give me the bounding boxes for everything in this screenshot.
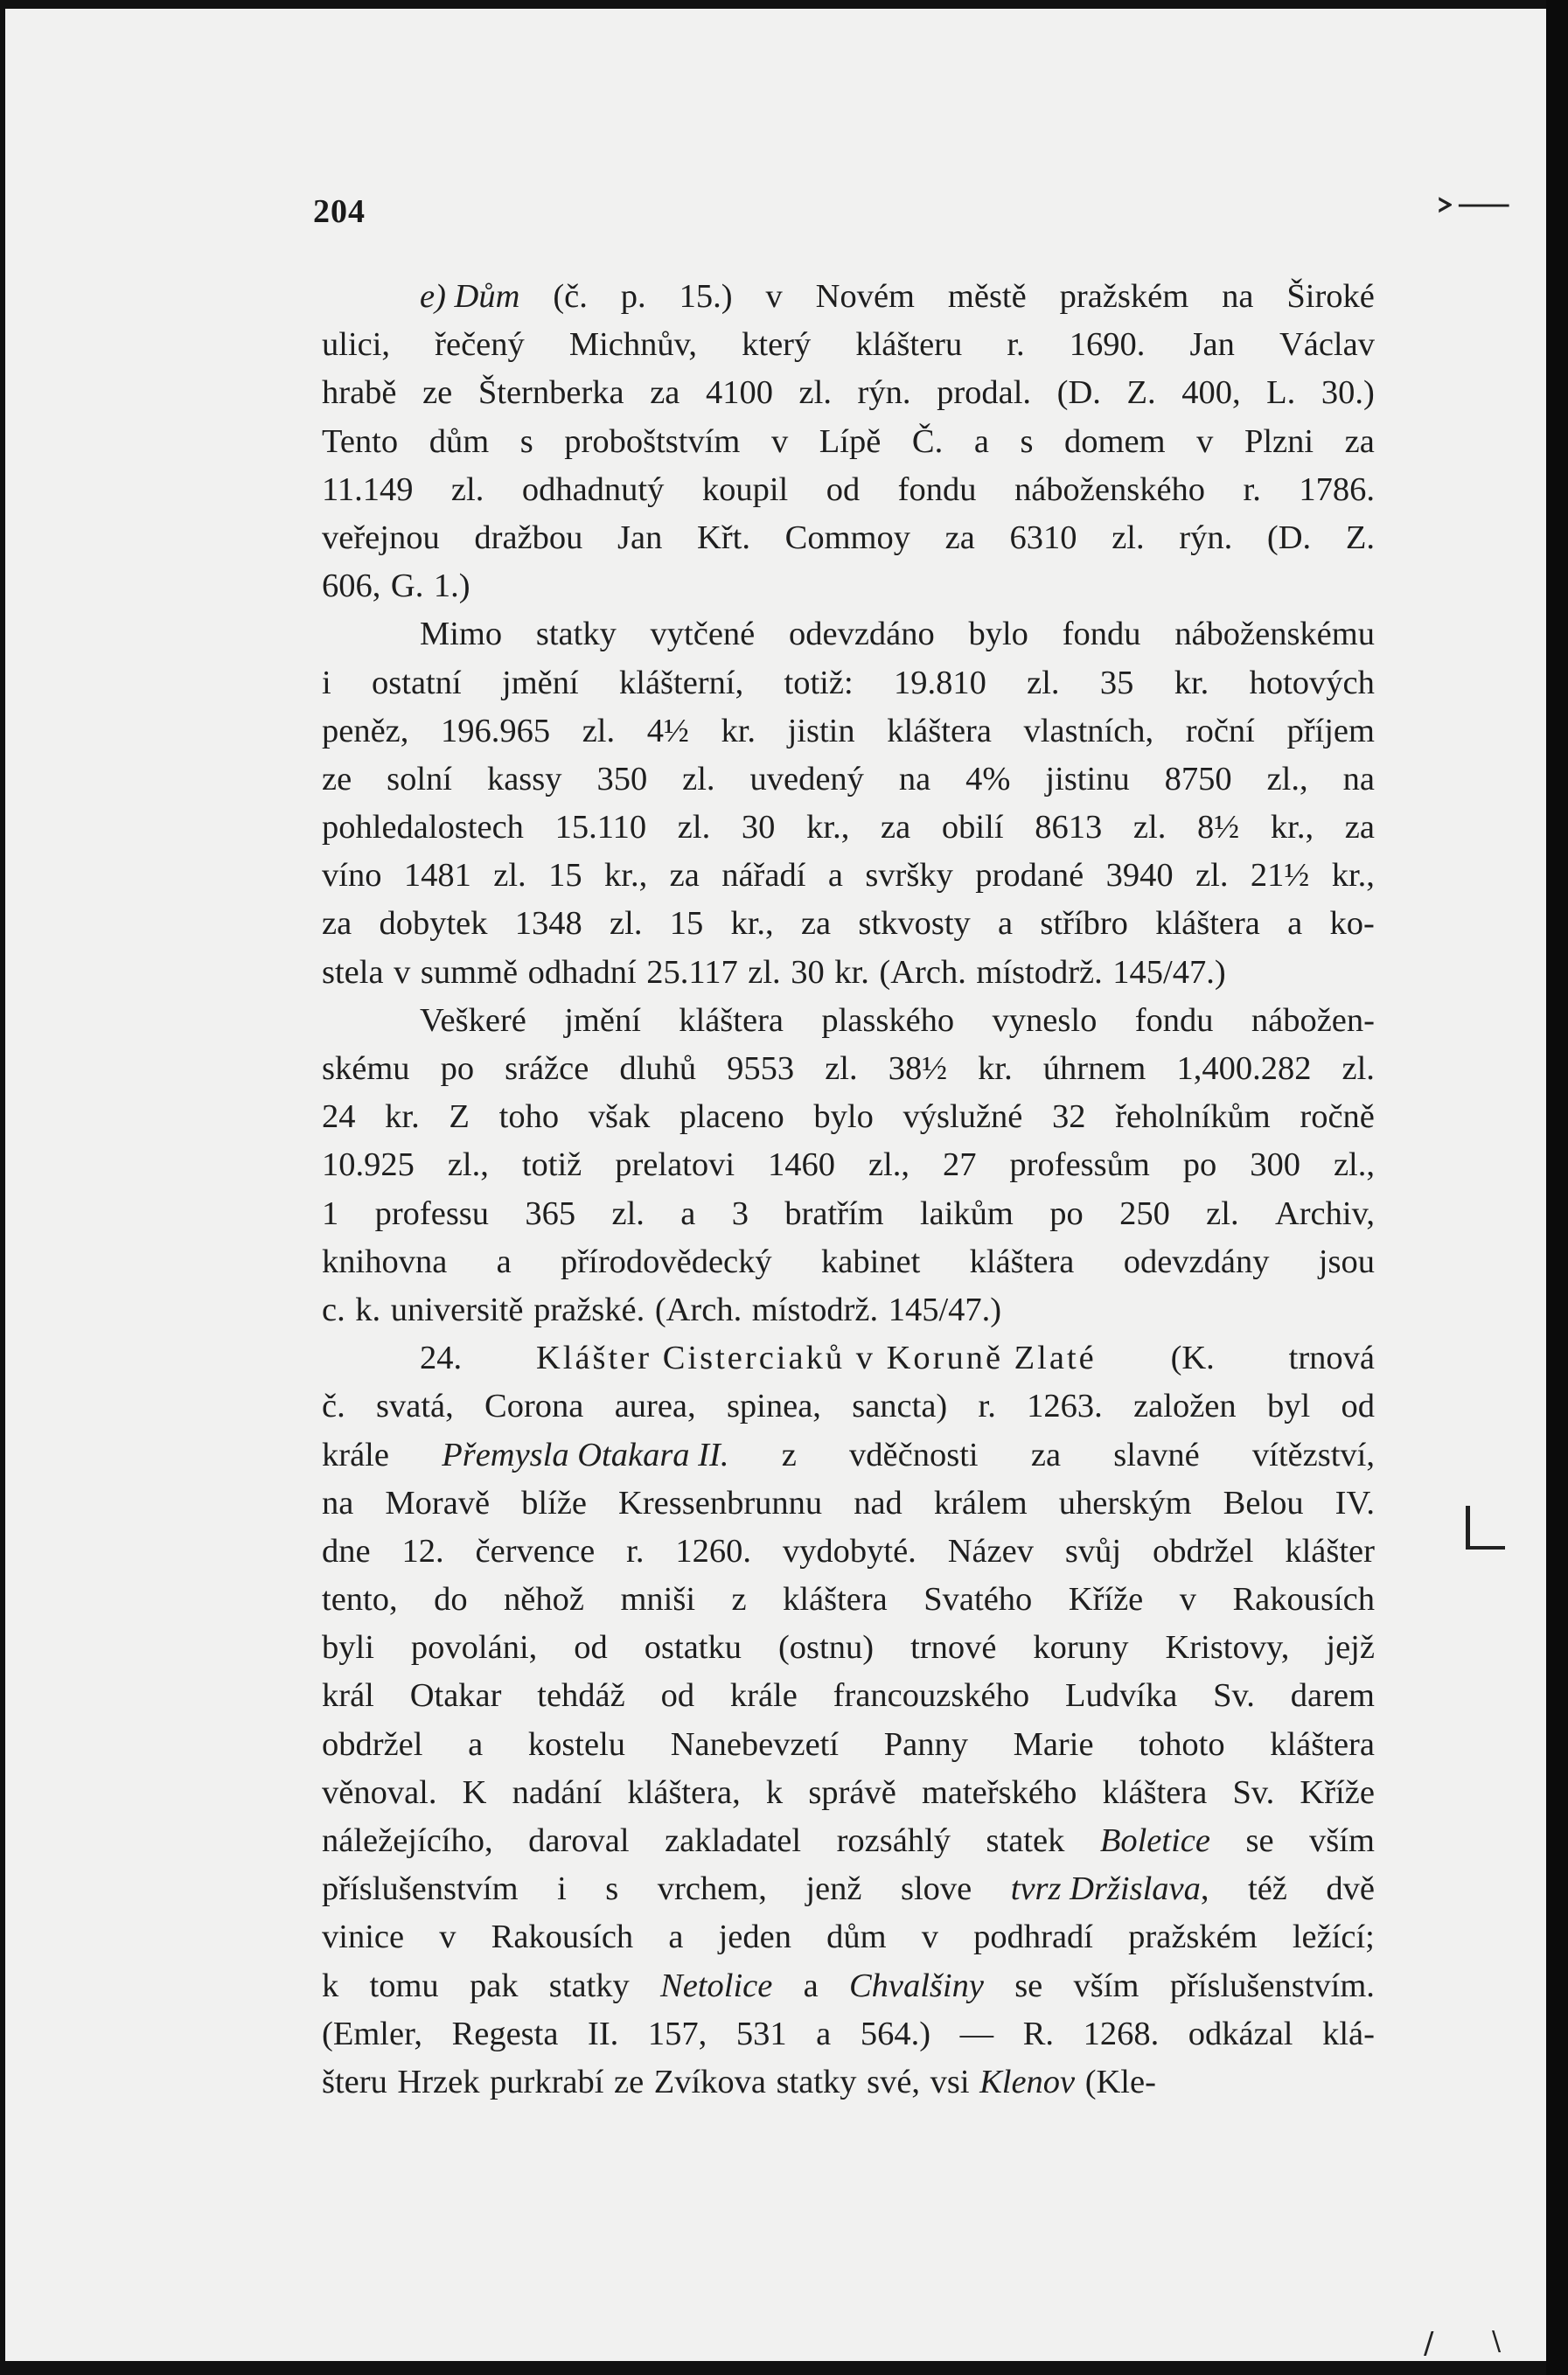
text-line: tento, do něhož mniši z kláštera Svatého Kříže v Rakousích	[322, 1581, 1375, 1619]
text-line: 10.925 zl., totiž prelatovi 1460 zl., 27 professům po 300 zl.,	[322, 1146, 1375, 1184]
body-text	[322, 273, 1375, 2107]
text-line: veřejnou dražbou Jan Křt. Commoy za 6310 zl. rýn. (D. Z.	[322, 519, 1375, 556]
text-line: e) Dům (č. p. 15.) v Novém městě pražském na Široké	[420, 278, 1375, 315]
text-line: Veškeré jmění kláštera plasského vyneslo fondu nábožen-	[420, 1001, 1375, 1039]
scan-edge	[1546, 0, 1568, 2375]
margin-arrow-mark: ›—	[1433, 184, 1512, 224]
text-line: víno 1481 zl. 15 kr., za nářadí a svršky prodané 3940 zl. 21½ kr.,	[322, 857, 1375, 895]
paragraph	[322, 610, 1375, 997]
text-line: krále Přemysla Otakara II. z vděčnosti za slavné vítězství,	[322, 1436, 1375, 1473]
text-line: c. k. universitě pražské. (Arch. místodrž. 145/47.)	[322, 1291, 1002, 1328]
text-line: peněz, 196.965 zl. 4½ kr. jistin kláštera vlastních, roční příjem	[322, 712, 1375, 749]
text-line: náležejícího, daroval zakladatel rozsáhlý statek Boletice se vším	[322, 1822, 1375, 1859]
text-line: 24 kr. Z toho však placeno bylo výslužné 32 řeholníkům ročně	[322, 1098, 1375, 1136]
text-line: ze solní kassy 350 zl. uvedený na 4% jistinu 8750 zl., na	[322, 760, 1375, 797]
text-line: (Emler, Regesta II. 157, 531 a 564.) — R. 1268. odkázal klá-	[322, 2015, 1375, 2052]
text-line: příslušenstvím i s vrchem, jenž slove tvrz Držislava, též dvě	[322, 1870, 1375, 1908]
text-line: 11.149 zl. odhadnutý koupil od fondu náboženského r. 1786.	[322, 470, 1375, 508]
paragraph	[322, 997, 1375, 1334]
margin-tick-mark: \	[1492, 2326, 1502, 2357]
text-line: šteru Hrzek purkrabí ze Zvíkova statky své, vsi Klenov (Kle-	[322, 2063, 1156, 2100]
text-line: vinice v Rakousích a jeden dům v podhradí pražském ležící;	[322, 1919, 1375, 1956]
text-line: král Otakar tehdáž od krále francouzského Ludvíka Sv. darem	[322, 1677, 1375, 1715]
text-line: byli povoláni, od ostatku (ostnu) trnové koruny Kristovy, jejž	[322, 1629, 1375, 1667]
text-line: za dobytek 1348 zl. 15 kr., za stkvosty a stříbro kláštera a ko-	[322, 905, 1375, 943]
text-line: i ostatní jmění klášterní, totiž: 19.810 zl. 35 kr. hotových	[322, 664, 1375, 701]
text-line: dne 12. července r. 1260. vydobyté. Název svůj obdržel klášter	[322, 1532, 1375, 1570]
margin-slash-mark: /	[1424, 2326, 1434, 2361]
text-line: stela v summě odhadní 25.117 zl. 30 kr. (Arch. místodrž. 145/47.)	[322, 953, 1226, 991]
text-line: na Moravě blíže Kressenbrunnu nad králem uherským Belou IV.	[322, 1484, 1375, 1522]
paragraph	[322, 1334, 1375, 2107]
text-line: 24. Klášter Cisterciaků v Koruně Zlaté (K. trnová	[420, 1340, 1375, 1377]
text-line: Tento dům s proboštstvím v Lípě Č. a s domem v Plzni za	[322, 422, 1375, 460]
paragraph	[322, 273, 1375, 610]
text-line: č. svatá, Corona aurea, spinea, sancta) r. 1263. založen byl od	[322, 1388, 1375, 1425]
text-line: obdržel a kostelu Nanebevzetí Panny Marie tohoto kláštera	[322, 1725, 1375, 1763]
text-line: 606, G. 1.)	[322, 568, 470, 605]
margin-bracket-mark	[1466, 1506, 1505, 1550]
text-line: skému po srážce dluhů 9553 zl. 38½ kr. úhrnem 1,400.282 zl.	[322, 1050, 1375, 1087]
text-line: ulici, řečený Michnův, který klášteru r. 1690. Jan Václav	[322, 326, 1375, 364]
text-line: hrabě ze Šternberka za 4100 zl. rýn. prodal. (D. Z. 400, L. 30.)	[322, 374, 1375, 412]
text-line: 1 professu 365 zl. a 3 bratřím laikům po 250 zl. Archiv,	[322, 1194, 1375, 1232]
text-line: pohledalostech 15.110 zl. 30 kr., za obilí 8613 zl. 8½ kr., za	[322, 809, 1375, 846]
page-number: 204	[313, 193, 366, 230]
book-page	[5, 9, 1546, 2361]
text-line: k tomu pak statky Netolice a Chvalšiny se vším příslušenstvím.	[322, 1967, 1375, 2004]
text-line: knihovna a přírodovědecký kabinet kláštera odevzdány jsou	[322, 1243, 1375, 1280]
text-line: Mimo statky vytčené odevzdáno bylo fondu náboženskému	[420, 616, 1375, 653]
text-line: věnoval. K nadání kláštera, k správě mateřského kláštera Sv. Kříže	[322, 1773, 1375, 1811]
